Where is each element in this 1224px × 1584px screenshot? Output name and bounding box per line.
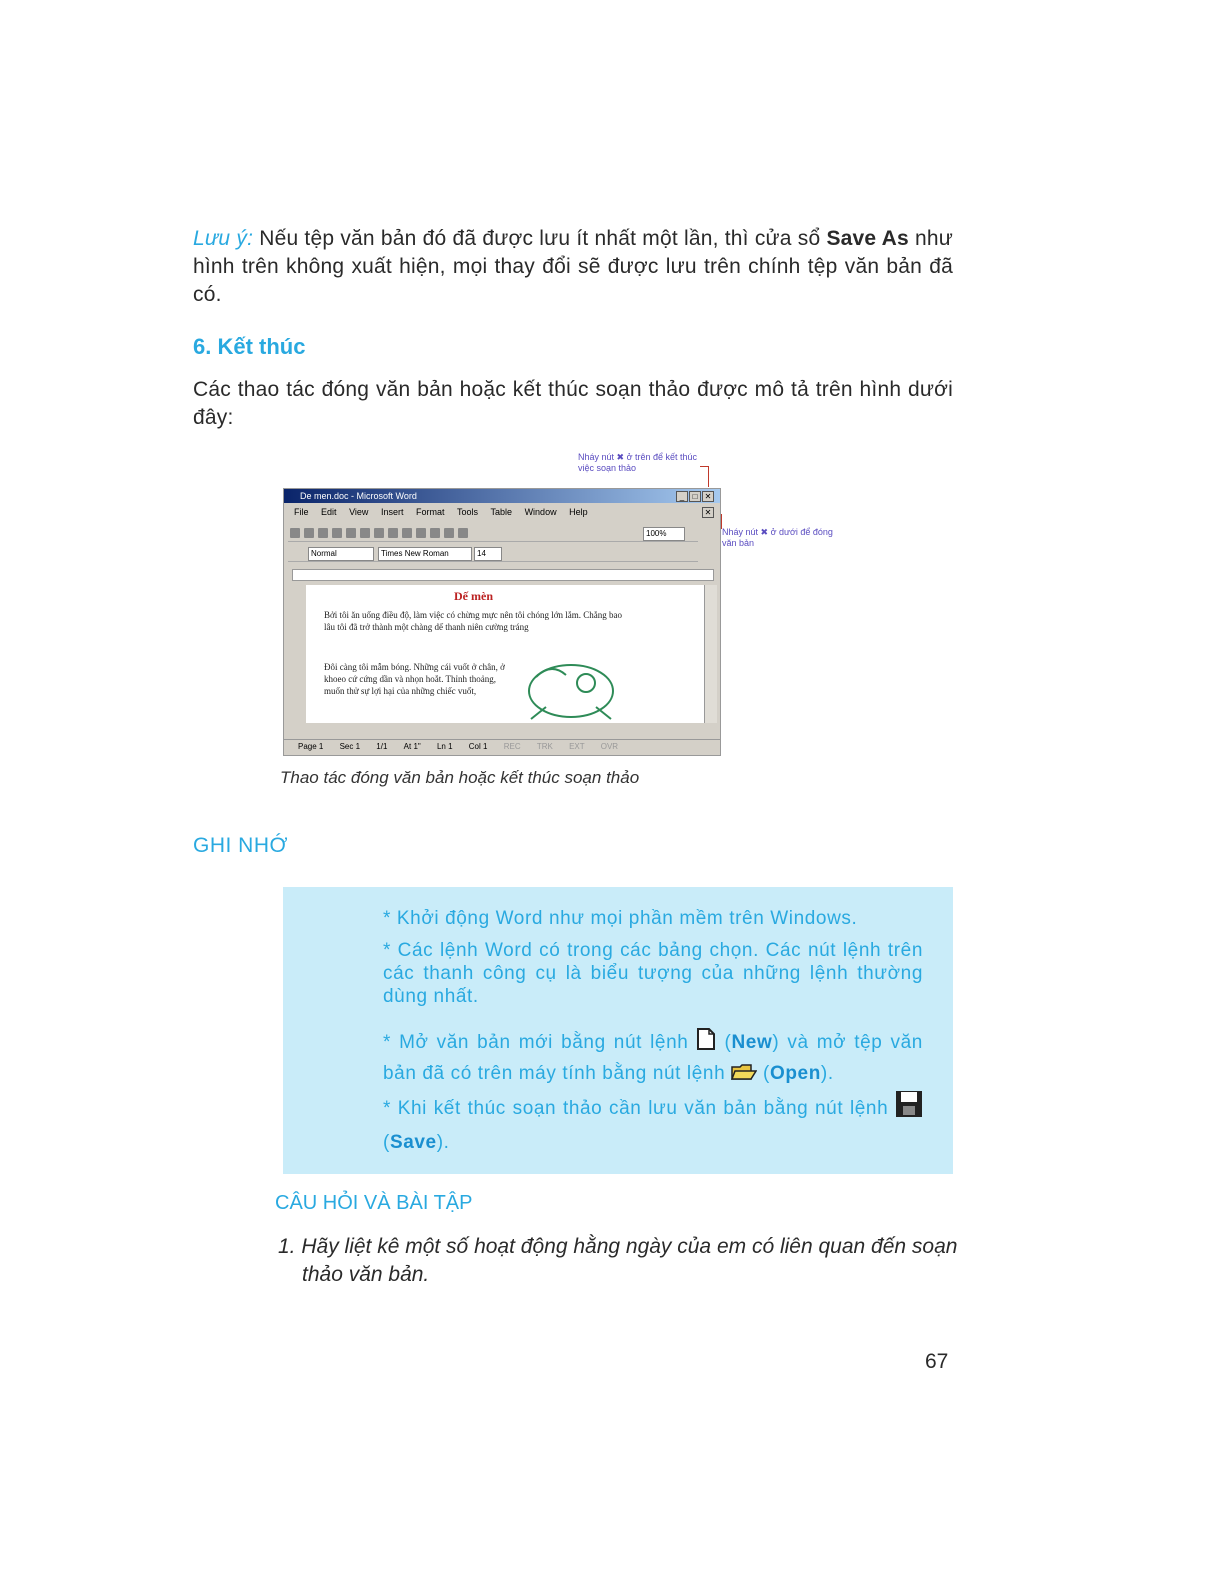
page-number: 67 [925,1350,949,1373]
status-bar [284,739,720,754]
style-field[interactable]: Normal [308,547,374,561]
ghi-nho-item-1: * Khởi động Word như mọi phần mềm trên Windows. [383,908,858,929]
table-icon[interactable] [444,528,454,538]
callout-top-text: Nháy nút ✖ ở trên để kết thúc việc soạn thảo [578,452,698,473]
save-label: Save [389,1132,437,1153]
close-app-icon[interactable]: ✕ [702,491,714,502]
menu-file[interactable]: File [294,507,309,517]
doc-title: Dế mèn [454,589,493,603]
columns-icon[interactable] [458,528,468,538]
menu-window[interactable]: Window [524,507,557,517]
ghi-nho-item-3: * Mở văn bản mới bằng nút lệnh (New) và mở tệp văn bản đã có trên máy tính bằng nút lệnh (Open). [383,1027,923,1089]
ruler [292,569,714,581]
open-icon[interactable] [304,528,314,538]
menu-insert[interactable]: Insert [380,507,404,517]
callout-right [722,527,847,549]
minimize-icon[interactable]: _ [676,491,688,502]
cricket-illustration [516,657,626,721]
intro-paragraph: Các thao tác đóng văn bản hoặc kết thúc soạn thảo được mô tả trên hình dưới đây: [193,378,953,429]
section-heading: 6. Kết thúc [193,334,306,359]
standard-toolbar [288,525,698,542]
status-ovr: OVR [600,742,619,751]
menu-table[interactable]: Table [490,507,513,517]
document-area[interactable] [306,585,704,723]
status-sec: Sec 1 [339,742,361,751]
print-icon[interactable] [332,528,342,538]
status-page: Page 1 [298,742,324,751]
word-menu-bar [284,505,720,519]
callout-right-text: Nháy nút ✖ ở dưới để đóng văn bản [722,527,833,548]
callout-top-line [700,466,709,487]
spell-icon[interactable] [360,528,370,538]
status-ln: Ln 1 [436,742,453,751]
ghi-nho-box [283,887,953,1174]
word-window-title: De men.doc - Microsoft Word [300,491,417,501]
zoom-field[interactable]: 100% [643,527,685,541]
redo-icon[interactable] [430,528,440,538]
new-icon[interactable] [290,528,300,538]
undo-icon[interactable] [416,528,426,538]
exercise-item-1 [278,1233,958,1289]
status-col: Col 1 [468,742,488,751]
cut-icon[interactable] [374,528,384,538]
doc-paragraph-1: Bởi tôi ăn uống điều độ, làm việc có chừng mực nên tôi chóng lớn lắm. Chẳng bao lâu tôi đã trở thành một chàng dế thanh niên cường tráng [324,610,622,632]
menu-help[interactable]: Help [569,507,588,517]
vertical-scrollbar[interactable] [704,585,717,723]
menu-edit[interactable]: Edit [321,507,337,517]
size-field[interactable]: 14 [474,547,502,561]
menu-format[interactable]: Format [415,507,445,517]
ghi-nho-item-2: * Các lệnh Word có trong các bảng chọn. Các nút lệnh trên các thanh công cụ là biểu tượng của những lệnh thường dùng nhất. [383,940,923,1007]
exercise-item-1-text: 1. Hãy liệt kê một số hoạt động hằng ngày của em có liên quan đến soạn thảo văn bản. [278,1235,958,1286]
note-label: Lưu ý: [193,227,254,250]
figure-caption: Thao tác đóng văn bản hoặc kết thúc soạn thảo [280,768,640,787]
ghi-nho-heading: GHI NHỚ [193,834,289,857]
save-floppy-icon [895,1090,923,1118]
exercises-heading: CÂU HỎI VÀ BÀI TẬP [275,1192,473,1214]
status-ext: EXT [569,742,585,751]
doc-paragraph-2: Đôi càng tôi mẫm bóng. Những cái vuốt ở chân, ở khoeo cứ cứng dần và nhọn hoắt. Thỉnh thoảng, muốn thử sự lợi hại của những chiếc vuốt, [324,662,505,696]
paste-icon[interactable] [402,528,412,538]
menu-view[interactable]: View [349,507,369,517]
status-trk: TRK [536,742,553,751]
item-3-text-b: và mở tệp văn bản đã có trên máy tính bằng nút lệnh [383,1032,923,1084]
close-document-icon[interactable]: ✕ [702,507,714,518]
word-title-bar [284,489,720,503]
formatting-toolbar [288,545,698,562]
note-text-2: như hình trên không xuất hiện, mọi thay đổi sẽ được lưu trên chính tệp văn bản đã có. [193,227,953,306]
maximize-icon[interactable]: □ [689,491,701,502]
open-label: Open [769,1063,821,1084]
note-text-1: Nếu tệp văn bản đó đã được lưu ít nhất một lần, thì cửa sổ [253,227,827,250]
ghi-nho-item-4: * Khi kết thúc soạn thảo cần lưu văn bản bằng nút lệnh (Save). [383,1090,923,1160]
callout-top [578,452,708,474]
note-paragraph [193,225,953,309]
status-pages: 1/1 [376,742,388,751]
word-window-screenshot [283,488,721,756]
font-field[interactable]: Times New Roman [378,547,472,561]
menu-tools[interactable]: Tools [457,507,479,517]
new-label: New [731,1032,773,1053]
item-3-text-a: * Mở văn bản mới bằng nút lệnh [383,1032,697,1053]
status-at: At 1" [403,742,421,751]
note-bold: Save As [826,227,909,250]
save-icon[interactable] [318,528,328,538]
copy-icon[interactable] [388,528,398,538]
new-document-icon [696,1028,716,1050]
item-4-text-a: * Khi kết thúc soạn thảo cần lưu văn bản bằng nút lệnh [383,1098,895,1119]
preview-icon[interactable] [346,528,356,538]
status-rec: REC [503,742,521,751]
open-folder-icon [731,1061,757,1081]
